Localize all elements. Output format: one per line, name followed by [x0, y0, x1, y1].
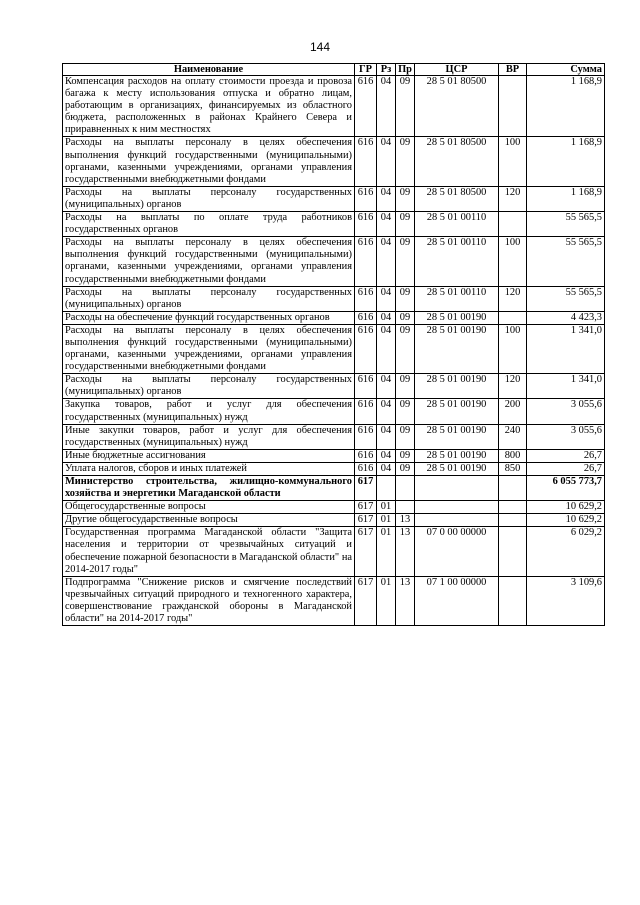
cell-name: Расходы на выплаты персоналу государственных (муниципальных) органов — [63, 186, 355, 211]
cell-name: Министерство строительства, жилищно-коммунального хозяйства и энергетики Магаданской области — [63, 476, 355, 501]
cell-sum: 26,7 — [527, 462, 605, 475]
cell-vr: 120 — [499, 186, 527, 211]
table-row — [63, 76, 605, 137]
cell-pr: 09 — [396, 76, 415, 137]
table-row — [63, 399, 605, 424]
cell-sum: 10 629,2 — [527, 514, 605, 527]
cell-pr: 09 — [396, 374, 415, 399]
table-header-row — [63, 64, 605, 76]
cell-pr — [396, 476, 415, 501]
cell-rz: 04 — [377, 462, 396, 475]
cell-pr: 13 — [396, 514, 415, 527]
cell-csr — [415, 501, 499, 514]
cell-pr: 09 — [396, 237, 415, 286]
cell-csr: 28 5 01 00110 — [415, 286, 499, 311]
cell-gr: 616 — [355, 399, 377, 424]
cell-gr: 617 — [355, 527, 377, 576]
cell-vr: 850 — [499, 462, 527, 475]
cell-pr: 09 — [396, 186, 415, 211]
table-row — [63, 514, 605, 527]
cell-vr — [499, 476, 527, 501]
cell-vr — [499, 76, 527, 137]
cell-rz: 04 — [377, 311, 396, 324]
cell-sum: 3 055,6 — [527, 399, 605, 424]
cell-vr: 100 — [499, 324, 527, 373]
cell-name: Закупка товаров, работ и услуг для обеспечения государственных (муниципальных) нужд — [63, 399, 355, 424]
cell-rz: 04 — [377, 424, 396, 449]
cell-vr: 100 — [499, 237, 527, 286]
cell-sum: 1 168,9 — [527, 76, 605, 137]
cell-pr: 09 — [396, 286, 415, 311]
cell-name: Расходы на выплаты по оплате труда работников государственных органов — [63, 212, 355, 237]
cell-sum: 55 565,5 — [527, 237, 605, 286]
cell-rz: 04 — [377, 212, 396, 237]
cell-name: Подпрограмма "Снижение рисков и смягчение последствий чрезвычайных ситуаций природного и техногенного характера, совершенствование гражданской обороны в Магаданской области" на 2014-2017 годы" — [63, 576, 355, 625]
cell-rz: 01 — [377, 514, 396, 527]
cell-vr: 120 — [499, 374, 527, 399]
cell-sum: 4 423,3 — [527, 311, 605, 324]
cell-pr: 09 — [396, 424, 415, 449]
cell-name: Расходы на выплаты персоналу государственных (муниципальных) органов — [63, 374, 355, 399]
table-row — [63, 501, 605, 514]
cell-csr — [415, 476, 499, 501]
cell-vr — [499, 311, 527, 324]
cell-gr: 616 — [355, 137, 377, 186]
cell-csr: 28 5 01 00190 — [415, 462, 499, 475]
cell-sum: 55 565,5 — [527, 212, 605, 237]
cell-pr: 09 — [396, 137, 415, 186]
cell-name: Расходы на выплаты персоналу в целях обеспечения выполнения функций государственными (муниципальными) органами, казенными учреждениями, органами управления государственными внебюджетными фондами — [63, 137, 355, 186]
cell-name: Расходы на обеспечение функций государственных органов — [63, 311, 355, 324]
cell-gr: 616 — [355, 324, 377, 373]
table-row — [63, 449, 605, 462]
cell-name: Расходы на выплаты персоналу в целях обеспечения выполнения функций государственными (муниципальными) органами, казенными учреждениями, органами управления государственными внебюджетными фондами — [63, 324, 355, 373]
cell-csr: 28 5 01 00190 — [415, 324, 499, 373]
cell-csr: 28 5 01 00110 — [415, 212, 499, 237]
cell-vr: 100 — [499, 137, 527, 186]
cell-pr: 09 — [396, 324, 415, 373]
cell-gr: 616 — [355, 286, 377, 311]
cell-gr: 617 — [355, 514, 377, 527]
cell-sum: 3 055,6 — [527, 424, 605, 449]
cell-sum: 1 341,0 — [527, 374, 605, 399]
cell-sum: 3 109,6 — [527, 576, 605, 625]
cell-gr: 617 — [355, 576, 377, 625]
cell-csr: 28 5 01 80500 — [415, 186, 499, 211]
cell-csr: 07 0 00 00000 — [415, 527, 499, 576]
cell-rz: 01 — [377, 527, 396, 576]
table-row — [63, 374, 605, 399]
cell-pr: 09 — [396, 399, 415, 424]
header-pr: Пр — [396, 64, 415, 76]
cell-csr: 28 5 01 00190 — [415, 374, 499, 399]
cell-gr: 616 — [355, 374, 377, 399]
cell-sum: 1 168,9 — [527, 137, 605, 186]
page-number: 144 — [309, 40, 331, 54]
table-row — [63, 186, 605, 211]
cell-name: Другие общегосударственные вопросы — [63, 514, 355, 527]
cell-csr: 28 5 01 00190 — [415, 311, 499, 324]
cell-rz: 04 — [377, 237, 396, 286]
budget-table — [62, 63, 605, 626]
cell-vr — [499, 576, 527, 625]
cell-pr: 09 — [396, 462, 415, 475]
cell-sum: 55 565,5 — [527, 286, 605, 311]
cell-pr: 09 — [396, 311, 415, 324]
header-name: Наименование — [63, 64, 355, 76]
cell-sum: 6 055 773,7 — [527, 476, 605, 501]
table-row — [63, 424, 605, 449]
header-csr: ЦСР — [415, 64, 499, 76]
cell-gr: 616 — [355, 76, 377, 137]
table-row — [63, 527, 605, 576]
cell-sum: 6 029,2 — [527, 527, 605, 576]
cell-vr: 200 — [499, 399, 527, 424]
cell-pr: 09 — [396, 212, 415, 237]
cell-csr: 28 5 01 00190 — [415, 399, 499, 424]
cell-pr: 13 — [396, 576, 415, 625]
cell-sum: 1 168,9 — [527, 186, 605, 211]
cell-gr: 616 — [355, 449, 377, 462]
cell-csr: 07 1 00 00000 — [415, 576, 499, 625]
cell-sum: 1 341,0 — [527, 324, 605, 373]
cell-name: Уплата налогов, сборов и иных платежей — [63, 462, 355, 475]
cell-csr: 28 5 01 80500 — [415, 76, 499, 137]
header-sum: Сумма — [527, 64, 605, 76]
table-row — [63, 137, 605, 186]
cell-csr: 28 5 01 00110 — [415, 237, 499, 286]
cell-rz: 04 — [377, 324, 396, 373]
cell-rz: 01 — [377, 576, 396, 625]
cell-name: Расходы на выплаты персоналу в целях обеспечения выполнения функций государственными (муниципальными) органами, казенными учреждениями, органами управления государственными внебюджетными фондами — [63, 237, 355, 286]
table-row — [63, 576, 605, 625]
cell-sum: 10 629,2 — [527, 501, 605, 514]
cell-rz: 04 — [377, 286, 396, 311]
cell-csr: 28 5 01 00190 — [415, 449, 499, 462]
cell-gr: 616 — [355, 212, 377, 237]
cell-pr: 09 — [396, 449, 415, 462]
cell-vr — [499, 501, 527, 514]
header-rz: Рз — [377, 64, 396, 76]
table-row — [63, 237, 605, 286]
cell-csr: 28 5 01 00190 — [415, 424, 499, 449]
table-body — [63, 76, 605, 626]
table-row — [63, 476, 605, 501]
table-row — [63, 212, 605, 237]
cell-name: Общегосударственные вопросы — [63, 501, 355, 514]
table-row — [63, 324, 605, 373]
cell-name: Иные бюджетные ассигнования — [63, 449, 355, 462]
cell-rz: 04 — [377, 449, 396, 462]
cell-rz: 04 — [377, 399, 396, 424]
cell-rz: 04 — [377, 186, 396, 211]
cell-rz: 04 — [377, 137, 396, 186]
cell-rz: 01 — [377, 501, 396, 514]
cell-name: Иные закупки товаров, работ и услуг для обеспечения государственных (муниципальных) нужд — [63, 424, 355, 449]
cell-name: Компенсация расходов на оплату стоимости проезда и провоза багажа к месту использования отпуска и обратно лицам, работающим в организациях, финансируемых из областного бюджета, расположенных в районах Крайнего Севера и приравненных к ним местностях — [63, 76, 355, 137]
cell-gr: 616 — [355, 424, 377, 449]
cell-gr: 616 — [355, 311, 377, 324]
cell-csr — [415, 514, 499, 527]
cell-gr: 616 — [355, 462, 377, 475]
cell-vr: 800 — [499, 449, 527, 462]
cell-pr: 13 — [396, 527, 415, 576]
cell-vr — [499, 527, 527, 576]
cell-pr — [396, 501, 415, 514]
cell-vr — [499, 514, 527, 527]
cell-gr: 617 — [355, 501, 377, 514]
cell-vr: 120 — [499, 286, 527, 311]
header-vr: ВР — [499, 64, 527, 76]
cell-rz — [377, 476, 396, 501]
cell-rz: 04 — [377, 76, 396, 137]
cell-gr: 616 — [355, 186, 377, 211]
cell-csr: 28 5 01 80500 — [415, 137, 499, 186]
cell-name: Государственная программа Магаданской области "Защита населения и территории от чрезвычайных ситуаций и обеспечение пожарной безопасности в Магаданской области" на 2014-2017 годы" — [63, 527, 355, 576]
cell-gr: 617 — [355, 476, 377, 501]
cell-gr: 616 — [355, 237, 377, 286]
cell-rz: 04 — [377, 374, 396, 399]
cell-vr: 240 — [499, 424, 527, 449]
cell-name: Расходы на выплаты персоналу государственных (муниципальных) органов — [63, 286, 355, 311]
header-gr: ГР — [355, 64, 377, 76]
cell-vr — [499, 212, 527, 237]
table-row — [63, 311, 605, 324]
cell-sum: 26,7 — [527, 449, 605, 462]
table-row — [63, 462, 605, 475]
table-row — [63, 286, 605, 311]
